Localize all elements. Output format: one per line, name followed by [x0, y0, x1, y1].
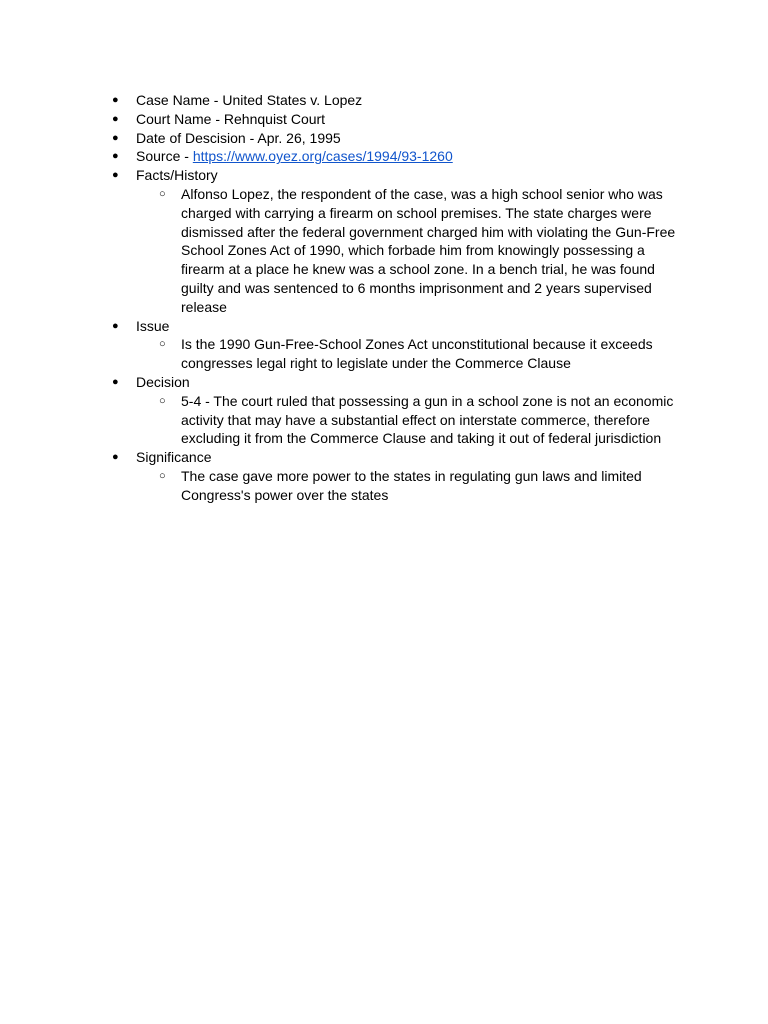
bullet-icon: ● [112, 319, 119, 332]
bullet-icon: ● [112, 169, 119, 182]
sub-bullet-icon: ○ [159, 469, 166, 482]
list-item-issue [112, 317, 682, 373]
decision-heading: Decision [136, 373, 190, 390]
bullet-icon: ● [112, 150, 119, 163]
facts-history-sublist [136, 185, 682, 317]
case-brief-list [112, 91, 682, 505]
case-name-text: Case Name - United States v. Lopez [136, 92, 363, 108]
sub-bullet-icon: ○ [159, 338, 166, 351]
bullet-icon: ● [112, 94, 119, 106]
issue-sublist [136, 335, 682, 373]
decision-sublist [136, 392, 682, 448]
decision-date-text: Date of Descision - Apr. 26, 1995 [136, 129, 341, 146]
decision-text: 5-4 - The court ruled that possessing a gun in a school zone is not an economic activity that may have a substantial effect on interstate commerce, therefore excluding it from the Commerce Clause and taking it out of federal jurisdiction [181, 392, 674, 447]
source-link[interactable]: https://www.oyez.org/cases/1994/93-1260 [192, 148, 453, 165]
court-name-text: Court Name - Rehnquist Court [136, 110, 326, 127]
list-item-case-name [112, 91, 682, 110]
bullet-icon: ● [112, 375, 119, 388]
issue-subitem [136, 335, 682, 373]
facts-history-heading: Facts/History [136, 167, 218, 184]
sub-bullet-icon: ○ [159, 187, 166, 200]
bullet-icon: ● [112, 451, 119, 464]
issue-text: Is the 1990 Gun-Free-School Zones Act unconstitutional because it exceeds congresses legal right to legislate under the Commerce Clause [181, 336, 653, 372]
list-item-decision-date [112, 129, 682, 148]
significance-subitem [136, 467, 682, 505]
significance-sublist [136, 467, 682, 505]
list-item-decision [112, 373, 682, 448]
decision-subitem [136, 392, 682, 448]
list-item-significance [112, 448, 682, 504]
bullet-icon: ● [112, 112, 119, 125]
list-item-court-name [112, 110, 682, 129]
issue-heading: Issue [136, 317, 170, 334]
list-item-source [112, 147, 682, 166]
list-item-facts-history [112, 166, 682, 316]
facts-history-text: Alfonso Lopez, the respondent of the case, was a high school senior who was charged with carrying a firearm on school premises. The state charges were dismissed after the federal government charged him with violating the Gun-Free School Zones Act of 1990, which forbade him from knowingly possessing a firearm at a place he knew was a school zone. In a bench trial, he was found guilty and was sentenced to 6 months imprisonment and 2 years supervised release [181, 185, 676, 315]
significance-heading: Significance [136, 449, 212, 466]
facts-history-subitem [136, 185, 682, 317]
sub-bullet-icon: ○ [159, 394, 166, 407]
bullet-icon: ● [112, 131, 119, 144]
significance-text: The case gave more power to the states in regulating gun laws and limited Congress's power over the states [181, 467, 642, 503]
source-prefix: Source - [136, 148, 193, 165]
